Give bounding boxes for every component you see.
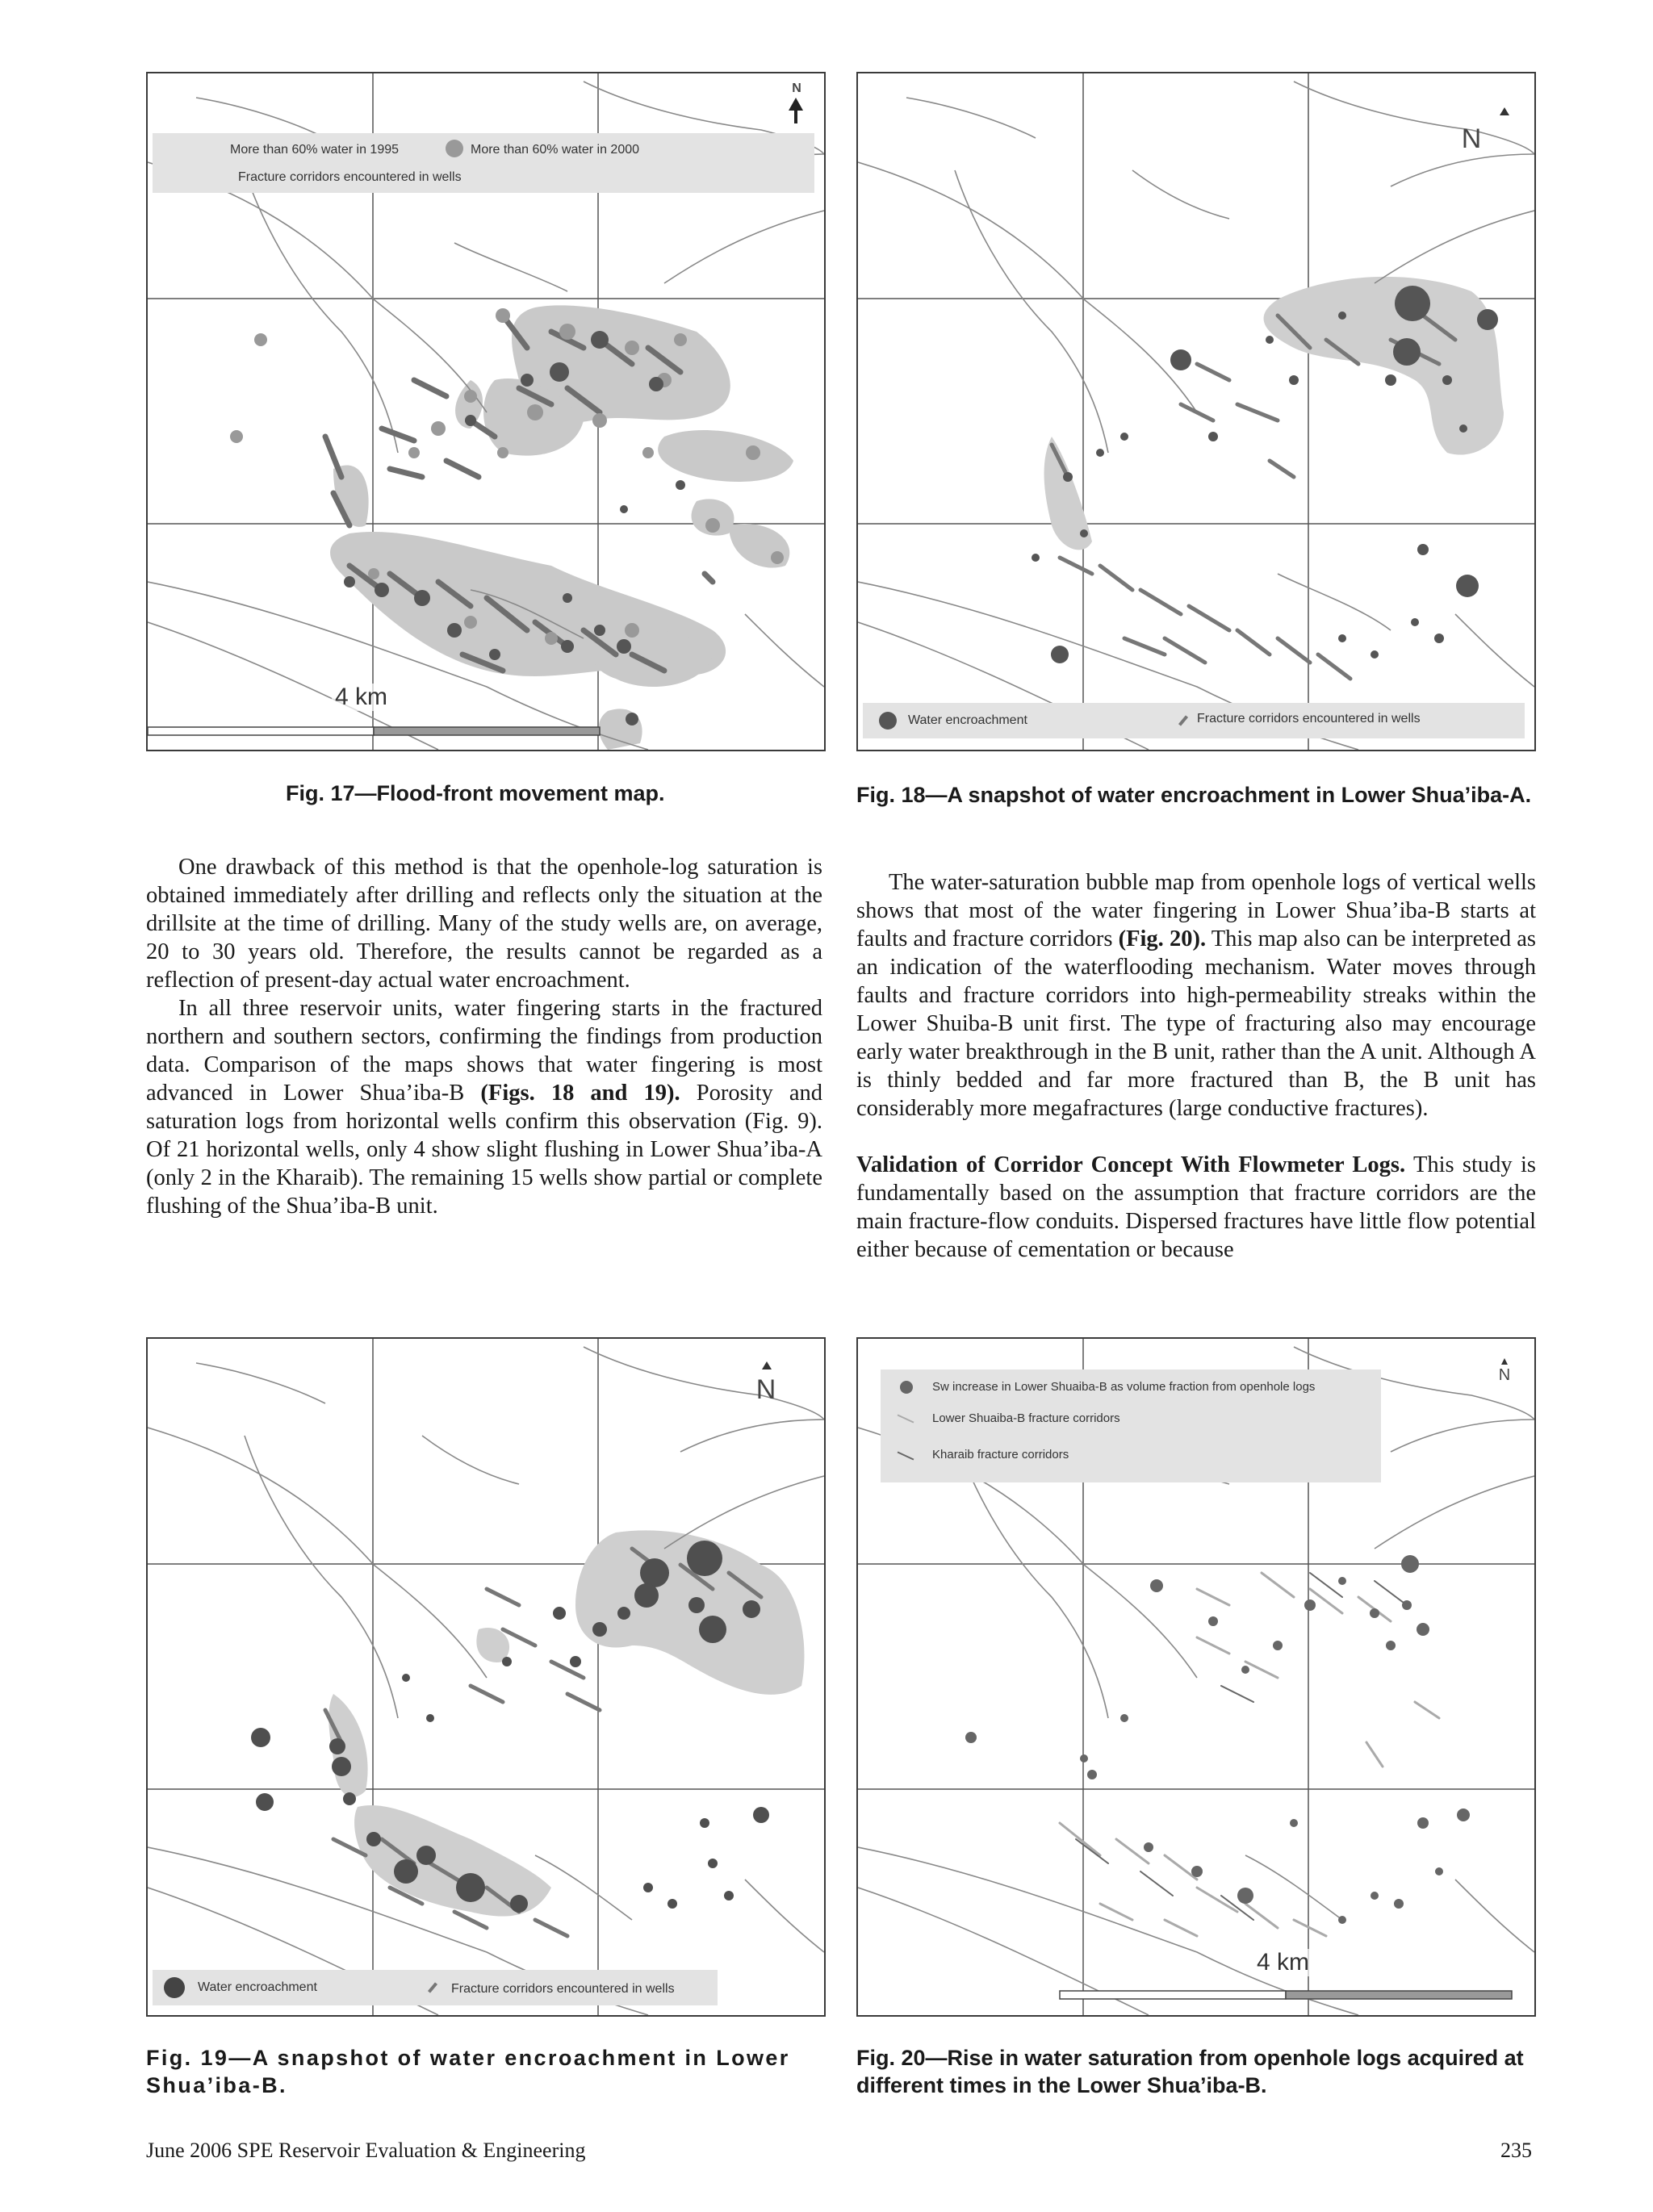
left-paragraph-2 — [146, 994, 822, 1220]
page-number: 235 — [1500, 2139, 1532, 2162]
legend-sw-label: Sw increase in Lower Shuaiba-B as volume fraction from openhole logs — [932, 1380, 1316, 1394]
fracture-marker-icon — [428, 1982, 437, 1992]
right-paragraph-2 — [856, 1151, 1536, 1264]
figure-18-caption: Fig. 18—A snapshot of water encroachment in Lower Shua’iba-A. — [856, 783, 1532, 807]
figure-17-caption: Fig. 17—Flood-front movement map. — [286, 781, 665, 805]
kharaib-corridor-icon — [898, 1451, 914, 1460]
legend-fractures-label: Fracture corridors encountered in wells — [238, 170, 462, 184]
figure-19-legend — [153, 1970, 718, 2005]
right-column-text — [856, 868, 1536, 1264]
figure-18-map — [856, 72, 1536, 751]
water-encroachment-marker-icon — [879, 712, 897, 730]
legend-water-label: Water encroachment — [198, 1980, 317, 1994]
legend-lsb-label: Lower Shuaiba-B fracture corridors — [932, 1411, 1120, 1425]
right-paragraph-1-part-a: The water-saturation bubble map from openhole logs of vertical wells shows that most of the water fingering in Lower Shua’iba-B starts at faults and fracture corridors — [856, 870, 1536, 951]
fracture-marker-icon — [1178, 715, 1188, 725]
figure-20-map — [856, 1337, 1536, 2017]
figure-20-legend — [881, 1369, 1381, 1482]
legend-fractures-label: Fracture corridors encountered in wells — [451, 1982, 675, 1996]
legend-kharaib-label: Kharaib fracture corridors — [932, 1448, 1069, 1461]
north-arrow-label: N — [1498, 1366, 1511, 1384]
figure-19-map — [146, 1337, 826, 2017]
north-arrow-label: N — [792, 82, 801, 95]
north-arrow-label: N — [755, 1374, 776, 1405]
figure-reference: (Figs. 18 and 19). — [480, 1081, 680, 1106]
scale-bar-label: 4 km — [332, 684, 391, 711]
figure-18-map-graphic — [858, 73, 1534, 750]
journal-footer: June 2006 SPE Reservoir Evaluation & Engineering — [146, 2139, 586, 2162]
right-paragraph-2-body: This study is fundamentally based on the assumption that fracture corridors are the main fracture-flow conduits. Dispersed fractures have little flow potential either because of cementation or because — [856, 1152, 1536, 1262]
section-run-in-heading: Validation of Corridor Concept With Flowmeter Logs. — [856, 1152, 1406, 1177]
scale-bar-label: 4 km — [1253, 1949, 1312, 1976]
sw-increase-marker-icon — [900, 1381, 913, 1394]
north-arrow-label: N — [1461, 123, 1482, 154]
legend-2000-label: More than 60% water in 2000 — [471, 143, 640, 157]
left-column-text — [146, 853, 822, 1220]
right-paragraph-1-part-b: This map also can be interpreted as an indication of the waterflooding mechanism. Water moves through faults and fracture corridors into high-permeability streaks within the Lower Shuiba-B unit first. The type of fracturing also may encourage early water breakthrough in the B unit, rather than the A unit. Although A is thinly bedded and far more fractured than B, the B unit has considerably more megafractures (large conductive fractures). — [856, 926, 1536, 1121]
figure-reference: (Fig. 20). — [1118, 926, 1207, 951]
lower-shuaiba-corridor-icon — [898, 1414, 914, 1423]
figure-20-caption: Fig. 20—Rise in water saturation from openhole logs acquired at different times in the Lower Shua’iba-B. — [856, 2046, 1524, 2097]
figure-19-map-graphic — [148, 1339, 824, 2015]
legend-1995-label: More than 60% water in 1995 — [230, 143, 400, 157]
legend-water-label: Water encroachment — [908, 713, 1027, 727]
left-paragraph-1: One drawback of this method is that the openhole-log saturation is obtained immediately after drilling and reflects only the situation at the drillsite at the time of drilling. Many of the study wells are, on average, 20 to 30 years old. Therefore, the results cannot be regarded as a reflection of present-day actual water encroachment. — [146, 855, 822, 993]
figure-19-caption: Fig. 19—A snapshot of water encroachment in Lower Shua’iba-B. — [146, 2046, 790, 2097]
right-paragraph-1 — [856, 868, 1536, 1123]
legend-fractures-label: Fracture corridors encountered in wells — [1197, 712, 1421, 725]
figure-18-legend — [863, 703, 1525, 738]
water-encroachment-marker-icon — [164, 1977, 185, 1998]
figure-17-map — [146, 72, 826, 751]
left-paragraph-2-part-b: Porosity and saturation logs from horizontal wells confirm this observation (Fig. 9). Of 21 horizontal wells, only 4 show slight flushing in Lower Shua’iba-A (only 2 in the Kharaib). The remaining 15 wells show partial or complete flushing of the Shua’iba-B unit. — [146, 1081, 823, 1219]
figure-17-legend — [153, 133, 814, 193]
left-paragraph-2-part-a: In all three reservoir units, water fingering starts in the fractured northern and southern sectors, confirming the findings from production data. Comparison of the maps shows that water fingering is most advanced in Lower Shua’iba-B — [146, 996, 822, 1106]
legend-2000-marker-icon — [446, 140, 463, 157]
